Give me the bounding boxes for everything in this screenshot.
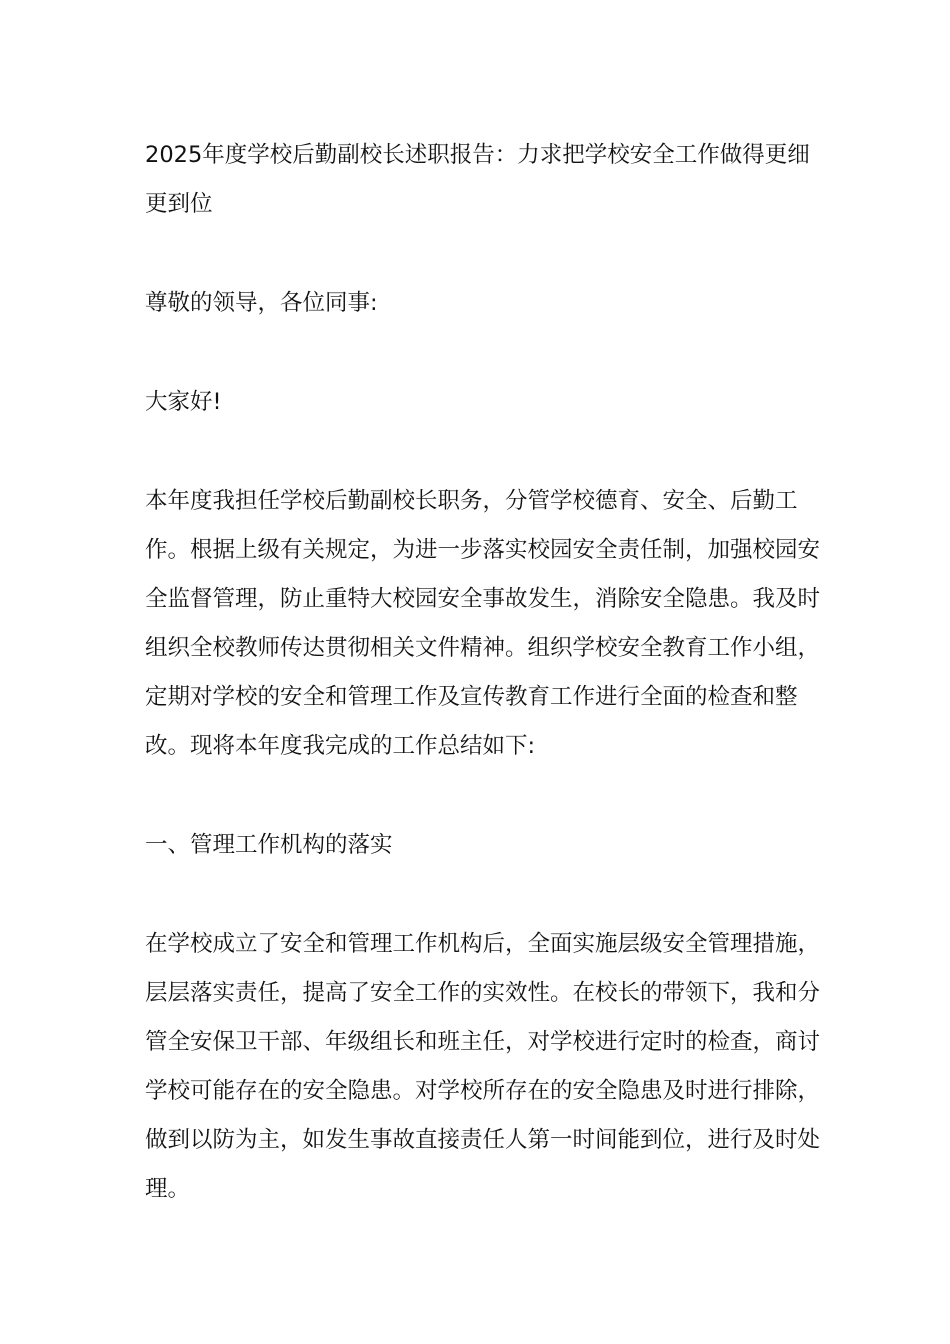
greeting: 大家好! [145,389,222,415]
document-title: 2025年度学校后勤副校长述职报告：力求把学校安全工作做得更细更到位 [145,142,810,217]
spacer [145,427,825,477]
salutation: 尊敬的领导，各位同事: [145,290,378,316]
spacer [145,229,825,279]
spacer [145,870,825,920]
spacer [145,328,825,378]
document-page [145,131,825,1214]
section-heading: 一、管理工作机构的落实 [145,832,393,858]
section-paragraph: 在学校成立了安全和管理工作机构后，全面实施层级安全管理措施，层层落实责任，提高了安全工作的实效性。在校长的带领下，我和分管全安保卫干部、年级组长和班主任，对学校进行定时的检查，商讨学校可能存在的安全隐患。对学校所存在的安全隐患及时进行排除，做到以防为主，如发生事故直接责任人第一时间能到位，进行及时处理。 [145,931,821,1202]
spacer [145,771,825,821]
intro-paragraph: 本年度我担任学校后勤副校长职务，分管学校德育、安全、后勤工作。根据上级有关规定，为进一步落实校园安全责任制，加强校园安全监督管理，防止重特大校园安全事故发生，消除安全隐患。我及时组织全校教师传达贯彻相关文件精神。组织学校安全教育工作小组，定期对学校的安全和管理工作及宣传教育工作进行全面的检查和整改。现将本年度我完成的工作总结如下: [145,488,821,759]
